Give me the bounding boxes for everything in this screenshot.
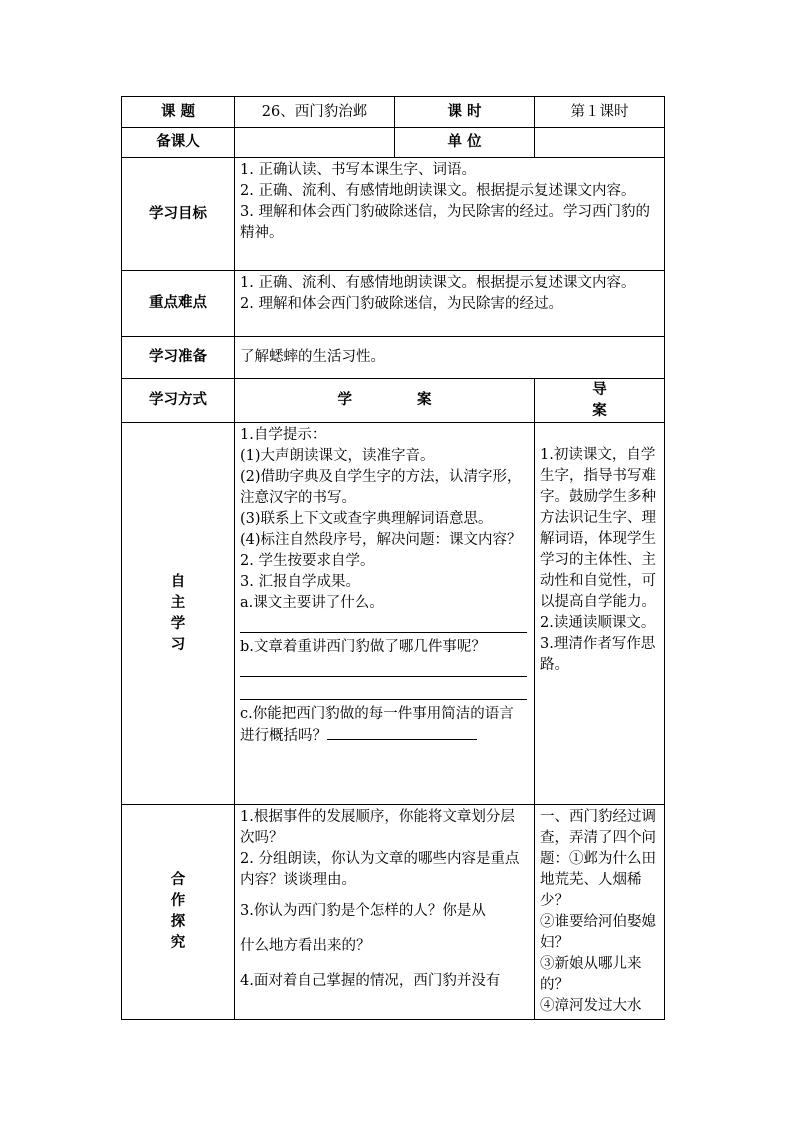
guide-plan-header: 导 案 — [535, 379, 665, 423]
period-label: 课 时 — [395, 97, 535, 128]
answer-line-a[interactable] — [240, 614, 527, 633]
question-a: a.课文主要讲了什么。 — [240, 595, 384, 611]
self-study-char-2: 主 — [170, 594, 186, 611]
coop-guide-line-3: ③新娘从哪儿来的？ — [540, 956, 642, 993]
topic-label: 课 题 — [122, 97, 235, 128]
goals-label: 学习目标 — [122, 158, 235, 271]
row-method — [122, 379, 665, 423]
key-points-content — [235, 271, 665, 337]
coop-line-1: 1.根据事件的发展顺序，你能将文章划分层次吗？ — [240, 809, 515, 846]
cooperation-char-3: 探 — [170, 914, 186, 930]
topic-value: 26、西门豹治邺 — [235, 97, 395, 128]
unit-value — [535, 128, 665, 158]
key-points-label: 重点难点 — [122, 271, 235, 337]
question-b: b.文章着重讲西门豹做了哪几件事呢？ — [240, 639, 486, 655]
guide-line-3: 3.理清作者写作思路。 — [540, 636, 656, 673]
question-c — [240, 704, 527, 747]
cooperation-plan — [235, 805, 535, 1020]
self-study-line-2: (1)大声朗读课文，读准字音。 — [240, 448, 435, 464]
coop-guide-line-4: ④漳河发过大水 — [540, 998, 642, 1014]
preparer-label: 备课人 — [122, 128, 235, 158]
row-topic — [122, 97, 665, 128]
guide-line-2: 2.读通读顺课文。 — [540, 615, 656, 631]
goal-line-1: 1. 正确认读、书写本课生字、词语。 — [240, 162, 476, 178]
coop-guide-line-2: ②谁要给河伯娶媳妇？ — [540, 914, 656, 951]
preparation-text: 了解蟋蟀的生活习性。 — [235, 337, 665, 379]
preparer-value — [235, 128, 395, 158]
coop-line-3: 3.你认为西门豹是个怎样的人？你是从 — [240, 903, 486, 919]
self-study-guide — [535, 423, 665, 805]
row-preparation — [122, 337, 665, 379]
self-study-char-1: 自 — [170, 573, 186, 590]
key-point-line-2: 2. 理解和体会西门豹破除迷信，为民除害的经过。 — [240, 296, 563, 312]
goals-content — [235, 158, 665, 271]
self-study-label — [122, 423, 235, 805]
row-self-study — [122, 423, 665, 805]
question-c-text: c.你能把西门豹做的每一件事用简洁的语言进行概括吗？ — [240, 706, 514, 744]
self-study-char-4: 习 — [170, 636, 186, 653]
self-study-plan — [235, 423, 535, 805]
goal-line-2: 2. 正确、流利、有感情地朗读课文。根据提示复述课文内容。 — [240, 183, 636, 199]
coop-guide-line-1: 一、西门豹经过调查，弄清了四个问题：①邺为什么田地荒芜、人烟稀少？ — [540, 809, 656, 909]
cooperation-label — [122, 805, 235, 1020]
self-study-line-3: (2)借助字典及自学生字的方法，认清字形，注意汉字的书写。 — [240, 469, 522, 506]
coop-line-2: 2. 分组朗读，你认为文章的哪些内容是重点内容？谈谈理由。 — [240, 851, 520, 888]
row-goals — [122, 158, 665, 271]
row-preparer — [122, 128, 665, 158]
unit-label: 单 位 — [395, 128, 535, 158]
self-study-char-3: 学 — [170, 615, 186, 632]
row-cooperation — [122, 805, 665, 1020]
coop-line-4: 什么地方看出来的？ — [240, 938, 371, 954]
cooperation-char-1: 合 — [170, 872, 186, 888]
key-point-line-1: 1. 正确、流利、有感情地朗读课文。根据提示复述课文内容。 — [240, 275, 636, 291]
cooperation-char-2: 作 — [170, 893, 186, 909]
study-plan-header: 学 案 — [235, 379, 535, 423]
goal-line-3: 3. 理解和体会西门豹破除迷信，为民除害的经过。学习西门豹的精神。 — [240, 204, 650, 241]
row-key-points — [122, 271, 665, 337]
answer-line-c[interactable] — [327, 725, 477, 740]
lesson-plan-table — [121, 96, 665, 1020]
self-study-line-1: 1.自学提示： — [240, 427, 327, 443]
self-study-line-7: 3. 汇报自学成果。 — [240, 574, 360, 590]
self-study-line-4: (3)联系上下文或查字典理解词语意思。 — [240, 511, 493, 527]
cooperation-guide — [535, 805, 665, 1020]
cooperation-char-4: 究 — [170, 935, 186, 951]
period-value: 第１课时 — [535, 97, 665, 128]
guide-line-1: 1.初读课文，自学生字，指导书写难字。鼓励学生多种方法识记生字、理解词语，体现学生学习的主体性、主动性和自觉性，可以提高自学能力。 — [540, 447, 656, 610]
self-study-line-5: (4)标注自然段序号，解决问题：课文内容？ — [240, 532, 522, 548]
method-label: 学习方式 — [122, 379, 235, 423]
answer-line-b2[interactable] — [240, 681, 527, 700]
preparation-label: 学习准备 — [122, 337, 235, 379]
self-study-line-6: 2. 学生按要求自学。 — [240, 553, 375, 569]
coop-line-5: 4.面对着自己掌握的情况，西门豹并没有 — [240, 973, 501, 989]
answer-line-b1[interactable] — [240, 658, 527, 677]
